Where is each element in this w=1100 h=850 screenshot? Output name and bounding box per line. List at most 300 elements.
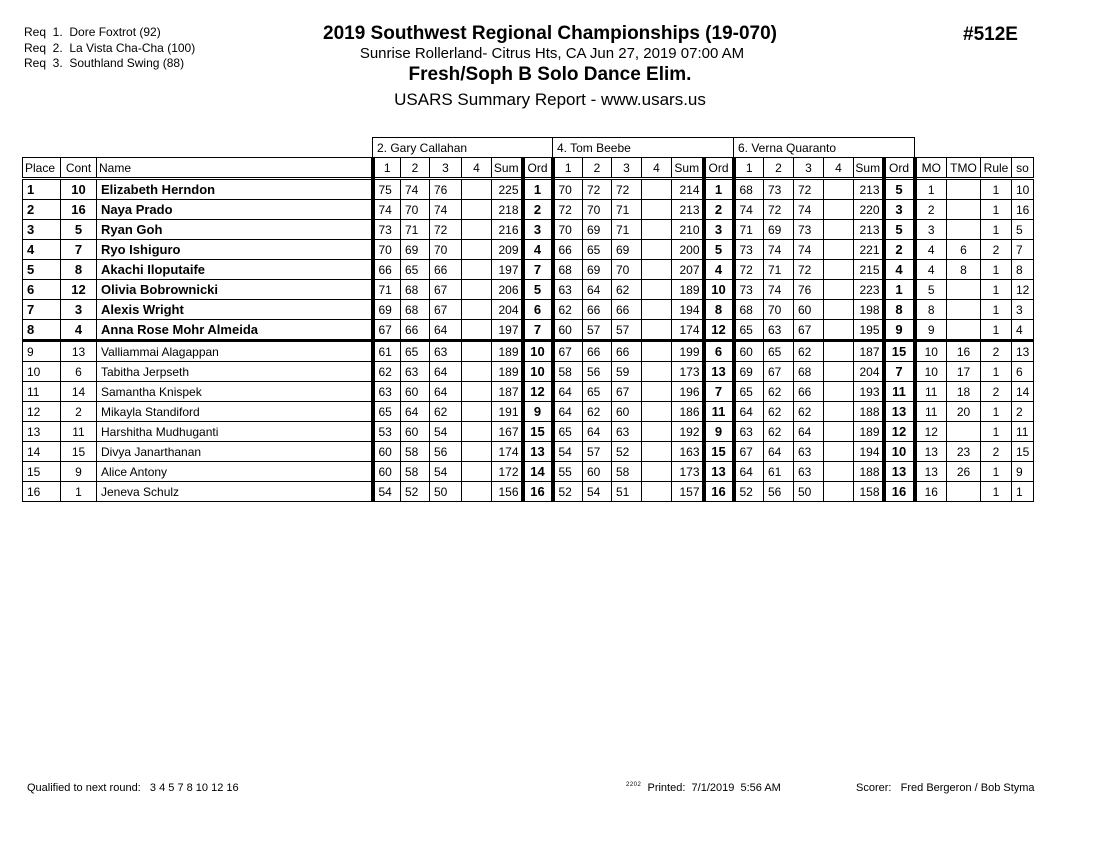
- tmo-cell: 16: [947, 341, 981, 362]
- score-cell: 66: [583, 341, 612, 362]
- sum-cell: 197: [492, 320, 523, 341]
- score-cell: 69: [612, 240, 642, 260]
- rule-cell: 1: [981, 362, 1012, 382]
- score-cell: 55: [553, 462, 583, 482]
- ordinal-cell: 16: [884, 482, 915, 502]
- score-cell: 76: [794, 280, 824, 300]
- sum-cell: 173: [672, 462, 704, 482]
- table-row: [23, 422, 1034, 442]
- score-cell: [642, 280, 672, 300]
- ordinal-cell: 12: [704, 320, 734, 341]
- ordinal-cell: 2: [523, 200, 553, 220]
- ordinal-cell: 5: [884, 179, 915, 200]
- rule-cell: 2: [981, 341, 1012, 362]
- col-judge-1-4: 4: [462, 158, 492, 179]
- tmo-cell: 17: [947, 362, 981, 382]
- rule-cell: 1: [981, 320, 1012, 341]
- ordinal-cell: 5: [523, 280, 553, 300]
- score-cell: 51: [612, 482, 642, 502]
- score-cell: 73: [373, 220, 401, 240]
- sum-cell: 204: [854, 362, 884, 382]
- rule-cell: 2: [981, 382, 1012, 402]
- mo-cell: 8: [915, 300, 947, 320]
- scorer-label: Scorer:: [856, 782, 892, 794]
- rule-cell: 1: [981, 462, 1012, 482]
- score-cell: 74: [764, 240, 794, 260]
- score-cell: 54: [373, 482, 401, 502]
- score-cell: [462, 179, 492, 200]
- name-cell: Mikayla Standiford: [97, 402, 373, 422]
- score-cell: [824, 422, 854, 442]
- score-cell: 59: [612, 362, 642, 382]
- ordinal-cell: 15: [523, 422, 553, 442]
- score-cell: [824, 220, 854, 240]
- score-cell: 69: [401, 240, 430, 260]
- score-cell: 63: [764, 320, 794, 341]
- score-cell: [642, 260, 672, 280]
- score-cell: 67: [373, 320, 401, 341]
- score-cell: 70: [583, 200, 612, 220]
- mo-cell: 13: [915, 442, 947, 462]
- mo-cell: 10: [915, 362, 947, 382]
- ordinal-cell: 13: [704, 362, 734, 382]
- ordinal-cell: 4: [884, 260, 915, 280]
- score-cell: [462, 320, 492, 341]
- name-cell: Ryo Ishiguro: [97, 240, 373, 260]
- score-cell: 52: [734, 482, 764, 502]
- score-cell: 63: [612, 422, 642, 442]
- so-cell: 12: [1012, 280, 1034, 300]
- score-cell: [642, 220, 672, 240]
- tmo-cell: 20: [947, 402, 981, 422]
- report-title: USARS Summary Report - www.usars.us: [394, 90, 706, 109]
- score-cell: [824, 179, 854, 200]
- name-cell: Samantha Knispek: [97, 382, 373, 402]
- score-cell: 67: [764, 362, 794, 382]
- cont-cell: 6: [61, 362, 97, 382]
- score-cell: 56: [583, 362, 612, 382]
- score-cell: 63: [401, 362, 430, 382]
- score-cell: 58: [401, 462, 430, 482]
- requirement-3: Req 3. Southland Swing (88): [24, 56, 185, 70]
- score-cell: 64: [553, 382, 583, 402]
- name-cell: Olivia Bobrownicki: [97, 280, 373, 300]
- name-cell: Ryan Goh: [97, 220, 373, 240]
- score-cell: 54: [430, 422, 462, 442]
- score-cell: 66: [430, 260, 462, 280]
- place-cell: 10: [23, 362, 61, 382]
- score-cell: 62: [612, 280, 642, 300]
- col-judge-3-1: 1: [734, 158, 764, 179]
- score-cell: [462, 200, 492, 220]
- name-cell: Tabitha Jerpseth: [97, 362, 373, 382]
- score-cell: [642, 442, 672, 462]
- score-cell: [824, 341, 854, 362]
- sum-cell: 189: [672, 280, 704, 300]
- score-cell: 69: [734, 362, 764, 382]
- col-judge-3-3: 3: [794, 158, 824, 179]
- mo-cell: 16: [915, 482, 947, 502]
- score-cell: 73: [794, 220, 824, 240]
- ordinal-cell: 15: [884, 341, 915, 362]
- ordinal-cell: 2: [884, 240, 915, 260]
- score-cell: 76: [430, 179, 462, 200]
- mo-cell: 5: [915, 280, 947, 300]
- score-cell: 72: [764, 200, 794, 220]
- cont-cell: 9: [61, 462, 97, 482]
- ordinal-cell: 4: [523, 240, 553, 260]
- score-cell: [824, 442, 854, 462]
- tmo-cell: 26: [947, 462, 981, 482]
- score-cell: 64: [734, 462, 764, 482]
- score-cell: [462, 362, 492, 382]
- scorer-footer: [856, 782, 1035, 794]
- score-cell: 61: [764, 462, 794, 482]
- column-header-row: [23, 158, 1034, 179]
- so-cell: 8: [1012, 260, 1034, 280]
- table-row: [23, 320, 1034, 341]
- sum-cell: 210: [672, 220, 704, 240]
- sum-cell: 213: [854, 179, 884, 200]
- score-cell: 52: [401, 482, 430, 502]
- score-cell: 63: [553, 280, 583, 300]
- score-cell: 60: [794, 300, 824, 320]
- qualified-list: 3 4 5 7 8 10 12 16: [149, 782, 239, 794]
- table-row: [23, 442, 1034, 462]
- score-cell: [824, 200, 854, 220]
- score-cell: 54: [430, 462, 462, 482]
- score-cell: 64: [430, 382, 462, 402]
- score-cell: 64: [734, 402, 764, 422]
- sum-cell: 195: [854, 320, 884, 341]
- rule-cell: 1: [981, 482, 1012, 502]
- col-tmo: TMO: [947, 158, 981, 179]
- rule-cell: 1: [981, 260, 1012, 280]
- ordinal-cell: 13: [884, 462, 915, 482]
- place-cell: 4: [23, 240, 61, 260]
- score-cell: 66: [553, 240, 583, 260]
- score-cell: 50: [794, 482, 824, 502]
- championship-title: 2019 Southwest Regional Championships (19-070): [323, 23, 777, 44]
- place-cell: 5: [23, 260, 61, 280]
- score-cell: 58: [553, 362, 583, 382]
- score-cell: 67: [612, 382, 642, 402]
- score-cell: 74: [734, 200, 764, 220]
- so-cell: 11: [1012, 422, 1034, 442]
- score-cell: 62: [764, 402, 794, 422]
- tmo-cell: [947, 220, 981, 240]
- ordinal-cell: 3: [523, 220, 553, 240]
- score-cell: 64: [401, 402, 430, 422]
- score-cell: 74: [794, 200, 824, 220]
- ordinal-cell: 10: [884, 442, 915, 462]
- sum-cell: 221: [854, 240, 884, 260]
- mo-cell: 11: [915, 382, 947, 402]
- score-cell: 67: [430, 300, 462, 320]
- score-cell: 60: [553, 320, 583, 341]
- place-cell: 9: [23, 341, 61, 362]
- sum-cell: 189: [854, 422, 884, 442]
- so-cell: 9: [1012, 462, 1034, 482]
- score-cell: 64: [583, 422, 612, 442]
- sum-cell: 213: [854, 220, 884, 240]
- score-cell: 65: [583, 382, 612, 402]
- score-cell: 70: [401, 200, 430, 220]
- table-row: [23, 280, 1034, 300]
- sum-cell: 223: [854, 280, 884, 300]
- place-cell: 3: [23, 220, 61, 240]
- score-cell: [642, 422, 672, 442]
- judge-1-name: 2. Gary Callahan: [373, 138, 553, 158]
- tmo-cell: [947, 280, 981, 300]
- sum-cell: 187: [854, 341, 884, 362]
- score-cell: 52: [612, 442, 642, 462]
- so-cell: 5: [1012, 220, 1034, 240]
- name-cell: Harshitha Mudhuganti: [97, 422, 373, 442]
- score-cell: [462, 300, 492, 320]
- score-cell: 65: [734, 382, 764, 402]
- score-cell: 65: [401, 341, 430, 362]
- place-cell: 8: [23, 320, 61, 341]
- sum-cell: 199: [672, 341, 704, 362]
- score-cell: 70: [553, 220, 583, 240]
- score-cell: 68: [553, 260, 583, 280]
- score-cell: [462, 462, 492, 482]
- scorer-value: Fred Bergeron / Bob Styma: [900, 782, 1035, 794]
- score-cell: 50: [430, 482, 462, 502]
- ordinal-cell: 1: [884, 280, 915, 300]
- rule-cell: 2: [981, 240, 1012, 260]
- ordinal-cell: 13: [523, 442, 553, 462]
- ordinal-cell: 10: [523, 341, 553, 362]
- tmo-cell: [947, 179, 981, 200]
- score-cell: 72: [430, 220, 462, 240]
- score-cell: 64: [583, 280, 612, 300]
- cont-cell: 16: [61, 200, 97, 220]
- rule-cell: 1: [981, 422, 1012, 442]
- score-cell: 58: [612, 462, 642, 482]
- score-cell: 66: [583, 300, 612, 320]
- score-cell: [642, 240, 672, 260]
- event-name: Fresh/Soph B Solo Dance Elim.: [408, 64, 692, 85]
- results-body: [23, 179, 1034, 502]
- score-cell: [824, 320, 854, 341]
- place-cell: 12: [23, 402, 61, 422]
- so-cell: 3: [1012, 300, 1034, 320]
- score-cell: 52: [553, 482, 583, 502]
- sum-cell: 197: [492, 260, 523, 280]
- mo-cell: 11: [915, 402, 947, 422]
- sum-cell: 191: [492, 402, 523, 422]
- so-cell: 10: [1012, 179, 1034, 200]
- score-cell: 63: [373, 382, 401, 402]
- requirements-list: [24, 25, 195, 72]
- score-cell: [642, 382, 672, 402]
- score-cell: [642, 200, 672, 220]
- score-cell: 60: [401, 382, 430, 402]
- score-cell: 64: [553, 402, 583, 422]
- score-cell: 62: [794, 402, 824, 422]
- tmo-cell: 18: [947, 382, 981, 402]
- score-cell: 68: [734, 179, 764, 200]
- score-cell: 73: [734, 240, 764, 260]
- score-cell: 74: [794, 240, 824, 260]
- ordinal-cell: 8: [704, 300, 734, 320]
- col-rule: Rule: [981, 158, 1012, 179]
- name-cell: Jeneva Schulz: [97, 482, 373, 502]
- sum-cell: 189: [492, 362, 523, 382]
- score-cell: 60: [401, 422, 430, 442]
- rule-cell: 2: [981, 442, 1012, 462]
- score-cell: [824, 300, 854, 320]
- name-cell: Akachi Iloputaife: [97, 260, 373, 280]
- score-cell: 67: [553, 341, 583, 362]
- score-cell: 56: [764, 482, 794, 502]
- score-cell: 71: [734, 220, 764, 240]
- ordinal-cell: 7: [884, 362, 915, 382]
- sum-cell: 193: [854, 382, 884, 402]
- col-judge-3-ord: Ord: [884, 158, 915, 179]
- score-cell: 74: [430, 200, 462, 220]
- score-cell: 70: [430, 240, 462, 260]
- cont-cell: 14: [61, 382, 97, 402]
- cont-cell: 8: [61, 260, 97, 280]
- score-cell: [642, 341, 672, 362]
- score-cell: [642, 462, 672, 482]
- so-cell: 7: [1012, 240, 1034, 260]
- col-judge-2-3: 3: [612, 158, 642, 179]
- ordinal-cell: 1: [704, 179, 734, 200]
- sum-cell: 213: [672, 200, 704, 220]
- ordinal-cell: 8: [884, 300, 915, 320]
- requirement-1: Req 1. Dore Foxtrot (92): [24, 25, 161, 39]
- ordinal-cell: 15: [704, 442, 734, 462]
- judge-3-name: 6. Verna Quaranto: [734, 138, 915, 158]
- score-cell: 65: [373, 402, 401, 422]
- score-cell: 63: [794, 462, 824, 482]
- sum-cell: 167: [492, 422, 523, 442]
- sum-cell: 204: [492, 300, 523, 320]
- ordinal-cell: 13: [704, 462, 734, 482]
- col-judge-3-sum: Sum: [854, 158, 884, 179]
- score-cell: 62: [764, 422, 794, 442]
- ordinal-cell: 5: [884, 220, 915, 240]
- ordinal-cell: 10: [523, 362, 553, 382]
- score-cell: 62: [373, 362, 401, 382]
- place-cell: 13: [23, 422, 61, 442]
- col-so: so: [1012, 158, 1034, 179]
- score-cell: 57: [583, 442, 612, 462]
- rule-cell: 1: [981, 220, 1012, 240]
- place-cell: 7: [23, 300, 61, 320]
- score-cell: 64: [430, 362, 462, 382]
- score-cell: 58: [401, 442, 430, 462]
- printed-value: 7/1/2019 5:56 AM: [691, 782, 781, 794]
- requirement-2: Req 2. La Vista Cha-Cha (100): [24, 40, 196, 55]
- cont-cell: 11: [61, 422, 97, 442]
- ordinal-cell: 1: [523, 179, 553, 200]
- score-cell: 65: [734, 320, 764, 341]
- col-name: Name: [97, 158, 373, 179]
- cont-cell: 3: [61, 300, 97, 320]
- name-cell: Alice Antony: [97, 462, 373, 482]
- score-cell: 69: [373, 300, 401, 320]
- sum-cell: 188: [854, 462, 884, 482]
- score-cell: [462, 442, 492, 462]
- score-cell: 67: [794, 320, 824, 341]
- score-cell: 69: [583, 260, 612, 280]
- sum-cell: 174: [492, 442, 523, 462]
- col-judge-1-1: 1: [373, 158, 401, 179]
- printed-footer: [626, 782, 781, 794]
- score-cell: 54: [553, 442, 583, 462]
- score-cell: [462, 260, 492, 280]
- score-cell: 66: [373, 260, 401, 280]
- score-cell: [824, 260, 854, 280]
- ordinal-cell: 11: [704, 402, 734, 422]
- ordinal-cell: 9: [884, 320, 915, 341]
- sum-cell: 209: [492, 240, 523, 260]
- score-cell: 60: [612, 402, 642, 422]
- score-cell: 68: [794, 362, 824, 382]
- sum-cell: 207: [672, 260, 704, 280]
- col-judge-3-4: 4: [824, 158, 854, 179]
- score-cell: 71: [764, 260, 794, 280]
- tmo-cell: [947, 320, 981, 341]
- cont-cell: 2: [61, 402, 97, 422]
- tmo-cell: [947, 200, 981, 220]
- tmo-cell: 8: [947, 260, 981, 280]
- col-cont: Cont: [61, 158, 97, 179]
- sum-cell: 173: [672, 362, 704, 382]
- score-cell: 69: [764, 220, 794, 240]
- col-judge-2-4: 4: [642, 158, 672, 179]
- ordinal-cell: 7: [523, 260, 553, 280]
- sum-cell: 198: [854, 300, 884, 320]
- ordinal-cell: 6: [704, 341, 734, 362]
- sum-cell: 192: [672, 422, 704, 442]
- score-cell: 60: [583, 462, 612, 482]
- score-cell: 66: [401, 320, 430, 341]
- score-cell: 65: [764, 341, 794, 362]
- ordinal-cell: 2: [704, 200, 734, 220]
- ordinal-cell: 12: [884, 422, 915, 442]
- table-row: [23, 300, 1034, 320]
- rule-cell: 1: [981, 402, 1012, 422]
- score-cell: 71: [401, 220, 430, 240]
- sum-cell: 194: [854, 442, 884, 462]
- score-cell: 72: [794, 260, 824, 280]
- mo-cell: 4: [915, 240, 947, 260]
- score-cell: 67: [430, 280, 462, 300]
- mo-cell: 3: [915, 220, 947, 240]
- score-cell: 72: [553, 200, 583, 220]
- score-cell: 63: [794, 442, 824, 462]
- ordinal-cell: 11: [884, 382, 915, 402]
- tmo-cell: [947, 422, 981, 442]
- score-cell: 70: [373, 240, 401, 260]
- sum-cell: 220: [854, 200, 884, 220]
- sum-cell: 206: [492, 280, 523, 300]
- score-cell: [462, 220, 492, 240]
- ordinal-cell: 5: [704, 240, 734, 260]
- score-cell: 64: [794, 422, 824, 442]
- score-cell: 74: [764, 280, 794, 300]
- score-cell: [642, 402, 672, 422]
- score-cell: 57: [612, 320, 642, 341]
- score-cell: 74: [401, 179, 430, 200]
- name-cell: Anna Rose Mohr Almeida: [97, 320, 373, 341]
